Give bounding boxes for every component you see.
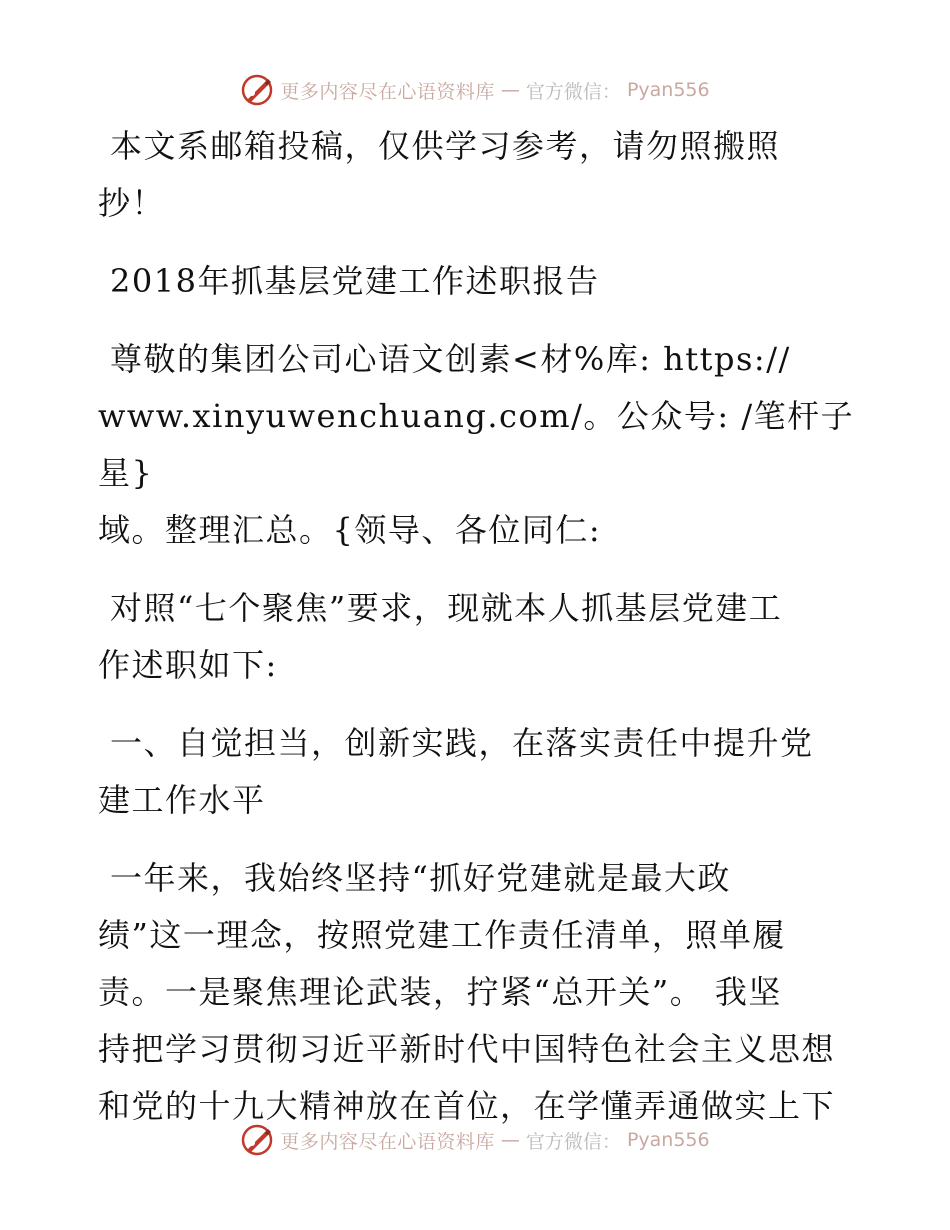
- header-watermark: [0, 70, 950, 110]
- pen-logo-icon: [240, 1123, 274, 1157]
- watermark-separator: —: [500, 79, 520, 101]
- heading-line: 一、自觉担当，创新实践，在落实责任中提升党: [110, 724, 814, 762]
- watermark-main-text: 更多内容尽在心语资料库: [280, 80, 495, 103]
- body-paragraph: [98, 850, 858, 1135]
- text-line: 和党的十九大精神放在首位，在学懂弄通做实上下: [98, 1087, 836, 1125]
- text-line: 域。整理汇总。{领导、各位同仁:: [98, 511, 602, 549]
- text-line: 作述职如下:: [98, 646, 278, 684]
- text-line: 责。一是聚焦理论武装，拧紧“总开关”。 我坚: [98, 973, 782, 1011]
- watermark-wechat-id: Pyan556: [626, 1129, 710, 1151]
- document-title: [98, 253, 858, 310]
- watermark-wechat-label: 官方微信：: [525, 80, 621, 103]
- footer-watermark: [0, 1120, 950, 1160]
- text-line: 抄！: [98, 184, 166, 222]
- watermark-wechat-id: Pyan556: [626, 79, 710, 101]
- heading-line: 建工作水平: [98, 781, 266, 819]
- text-line: 尊敬的集团公司心语文创素<材%库: https://: [110, 340, 791, 378]
- salutation-paragraph: [98, 331, 858, 559]
- watermark-wechat-label: 官方微信：: [525, 1130, 621, 1153]
- text-line: 一年来，我始终坚持“抓好党建就是最大政: [110, 859, 731, 897]
- text-line: 绩”这一理念，按照党建工作责任清单，照单履: [98, 916, 786, 954]
- intro-paragraph: [98, 580, 858, 694]
- document-body: [98, 118, 858, 1135]
- disclaimer-paragraph: [98, 118, 858, 232]
- pen-logo-icon: [240, 73, 274, 107]
- watermark-separator: —: [500, 1129, 520, 1151]
- text-line: 持把学习贯彻习近平新时代中国特色社会主义思想: [98, 1030, 836, 1068]
- text-line: www.xinyuwenchuang.com/。公众号: /笔杆子星}: [98, 397, 855, 492]
- section-heading: [98, 715, 858, 829]
- watermark-main-text: 更多内容尽在心语资料库: [280, 1130, 495, 1153]
- title-line: 2018年抓基层党建工作述职报告: [110, 262, 600, 300]
- text-line: 本文系邮箱投稿，仅供学习参考，请勿照搬照: [110, 127, 781, 165]
- text-line: 对照“七个聚焦”要求，现就本人抓基层党建工: [110, 589, 783, 627]
